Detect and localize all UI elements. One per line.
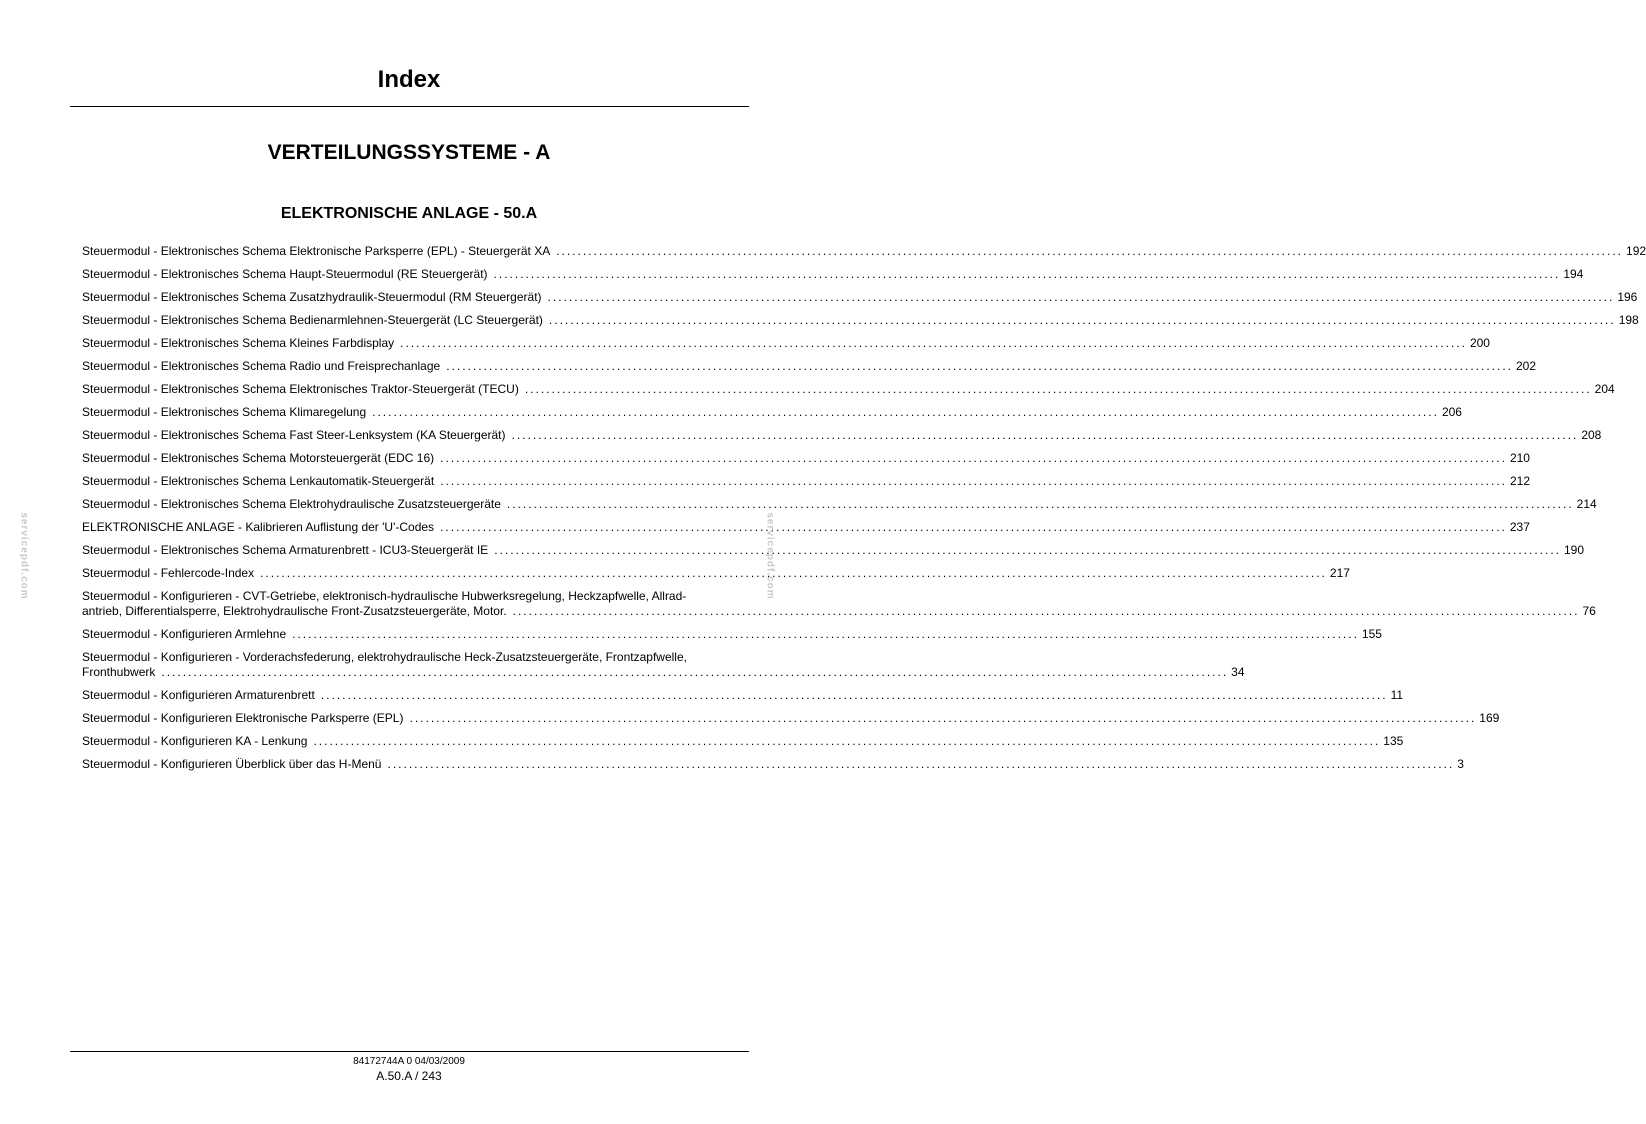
toc-entry-row (82, 566, 1350, 581)
toc-page-number: 212 (1509, 474, 1531, 488)
toc-entry[interactable] (82, 382, 1615, 397)
toc-page-number: 76 (1582, 604, 1596, 618)
toc-entry[interactable] (82, 734, 1404, 749)
toc-leader-dots: ........................................................................................................................................................................................................ (387, 757, 1455, 771)
toc-page-number: 200 (1469, 336, 1490, 350)
toc-page-number: 155 (1361, 627, 1382, 641)
toc-page-number: 3 (1457, 757, 1464, 771)
toc-entry-row (82, 665, 1245, 680)
toc-page-number: 214 (1576, 497, 1597, 511)
toc-entry-row (82, 244, 1646, 259)
toc-entry-row (82, 359, 1537, 374)
toc-entry-text: Steuermodul - Elektronisches Schema Elektronische Parksperre (EPL) - Steuergerät XA (82, 244, 551, 258)
toc-page-number: 210 (1509, 451, 1530, 465)
toc-entry-text: Steuermodul - Elektronisches Schema Fast Steer-Lenksystem (KA Steuergerät) (82, 428, 506, 442)
toc-entry-text-line1: Steuermodul - Konfigurieren - Vorderachsfederung, elektrohydraulische Heck-Zusatzsteuergeräte, Frontzapfwelle, (82, 650, 687, 664)
toc-page-number: 204 (1594, 382, 1615, 396)
toc-entry[interactable] (82, 451, 1530, 466)
toc-entry-row (82, 734, 1404, 749)
toc-entry[interactable] (82, 405, 1462, 420)
toc-leader-dots: ........................................................................................................................................................................................................ (494, 543, 1561, 557)
page-title: Index (377, 66, 441, 93)
toc-leader-dots: ........................................................................................................................................................................................................ (292, 627, 1359, 641)
toc-leader-dots: ........................................................................................................................................................................................................ (372, 405, 1439, 419)
toc-entry-text: Steuermodul - Elektronisches Schema Kleines Farbdisplay (82, 336, 395, 350)
toc-entry-text: Steuermodul - Elektronisches Schema Elektronisches Traktor-Steuergerät (TECU) (82, 382, 519, 396)
toc-entry[interactable] (82, 474, 1531, 489)
toc-page-number: 192 (1626, 244, 1646, 258)
toc-page-number: 206 (1441, 405, 1462, 419)
toc-entry[interactable] (82, 313, 1639, 328)
toc-entry[interactable] (82, 497, 1597, 512)
title-divider (70, 106, 749, 107)
toc-leader-dots: ........................................................................................................................................................................................................ (320, 688, 1388, 702)
toc-entry-row (82, 711, 1500, 726)
toc-leader-dots: ........................................................................................................................................................................................................ (440, 451, 1507, 465)
toc-entry-row (82, 497, 1597, 512)
watermark-right: servicepdf.com (764, 512, 776, 600)
toc-entry-text: Steuermodul - Konfigurieren Elektronische Parksperre (EPL) (82, 711, 404, 725)
toc-entry[interactable] (82, 566, 1350, 581)
toc-page-number: 135 (1383, 734, 1404, 748)
toc-entry-row (82, 336, 1490, 351)
toc-entry-text: Steuermodul - Fehlercode-Index (82, 566, 255, 580)
toc-entry-row (82, 543, 1585, 558)
toc-entry-row (82, 428, 1602, 443)
toc-leader-dots: ........................................................................................................................................................................................................ (400, 336, 1467, 350)
toc-entry-text: Steuermodul - Konfigurieren KA - Lenkung (82, 734, 308, 748)
toc-entry[interactable] (82, 589, 1596, 619)
toc-entry-row (82, 451, 1530, 466)
toc-entry[interactable] (82, 688, 1404, 703)
toc-leader-dots: ........................................................................................................................................................................................................ (440, 474, 1507, 488)
toc-page-number: 202 (1516, 359, 1537, 373)
toc-leader-dots: ........................................................................................................................................................................................................ (440, 520, 1507, 534)
subsection-title: ELEKTRONISCHE ANLAGE - 50.A (280, 205, 538, 222)
toc-leader-dots: ........................................................................................................................................................................................................ (260, 566, 1327, 580)
toc-page-number: 169 (1479, 711, 1500, 725)
toc-entry-row (82, 520, 1530, 535)
toc-entry-text: Steuermodul - Elektronisches Schema Haupt-Steuermodul (RE Steuergerät) (82, 267, 488, 281)
toc-entry[interactable] (82, 520, 1530, 535)
toc-entry[interactable] (82, 290, 1638, 305)
section-title: VERTEILUNGSSYSTEME - A (267, 141, 551, 164)
toc-entry-row (82, 313, 1639, 328)
toc-leader-dots: ........................................................................................................................................................................................................ (409, 711, 1477, 725)
footer-page-reference: A.50.A / 243 (376, 1069, 442, 1083)
toc-entry-row (82, 474, 1531, 489)
toc-entry-text: Steuermodul - Elektronisches Schema Bedienarmlehnen-Steuergerät (LC Steuergerät) (82, 313, 543, 327)
toc-leader-dots: ........................................................................................................................................................................................................ (548, 313, 1616, 327)
toc-entry-row (82, 757, 1464, 772)
toc-entry[interactable] (82, 359, 1537, 374)
toc-leader-dots: ........................................................................................................................................................................................................ (313, 734, 1381, 748)
toc-entry-row (82, 688, 1404, 703)
toc-entry-text: Steuermodul - Elektronisches Schema Klimaregelung (82, 405, 367, 419)
toc-leader-dots: ........................................................................................................................................................................................................ (493, 267, 1561, 281)
toc-entry-text-line1: Steuermodul - Konfigurieren - CVT-Getriebe, elektronisch-hydraulische Hubwerksregelung, Heckzapfwelle, Allrad- (82, 589, 687, 603)
toc-entry[interactable] (82, 757, 1464, 772)
toc-entry[interactable] (82, 428, 1602, 443)
toc-leader-dots: ........................................................................................................................................................................................................ (556, 244, 1624, 258)
toc-entry-text: ELEKTRONISCHE ANLAGE - Kalibrieren Auflistung der 'U'-Codes (82, 520, 435, 534)
toc-entry[interactable] (82, 267, 1584, 282)
toc-entry-row (82, 290, 1638, 305)
toc-entry[interactable] (82, 650, 1245, 680)
toc-page-number: 237 (1509, 520, 1530, 534)
toc-leader-dots: ........................................................................................................................................................................................................ (524, 382, 1592, 396)
toc-entry[interactable] (82, 543, 1585, 558)
toc-leader-dots: ........................................................................................................................................................................................................ (161, 665, 1229, 679)
toc-entry-row (82, 405, 1462, 420)
toc-entry[interactable] (82, 336, 1490, 351)
toc-page-number: 34 (1231, 665, 1245, 679)
toc-page-number: 208 (1581, 428, 1602, 442)
watermark-left: servicepdf.com (18, 512, 30, 600)
toc-entry[interactable] (82, 627, 1382, 642)
toc-entry-row (82, 604, 1596, 619)
toc-entry-row (82, 627, 1382, 642)
toc-entry-text: Steuermodul - Elektronisches Schema Motorsteuergerät (EDC 16) (82, 451, 435, 465)
footer-doc-code: 84172744A 0 04/03/2009 (353, 1056, 465, 1067)
toc-page-number: 194 (1563, 267, 1584, 281)
footer-divider (70, 1051, 749, 1052)
toc-leader-dots: ........................................................................................................................................................................................................ (446, 359, 1513, 373)
toc-page-number: 217 (1329, 566, 1350, 580)
toc-leader-dots: ........................................................................................................................................................................................................ (547, 290, 1615, 304)
toc-entry-text: Steuermodul - Elektronisches Schema Armaturenbrett - ICU3-Steuergerät IE (82, 543, 489, 557)
toc-entry-text: antrieb, Differentialsperre, Elektrohydraulische Front-Zusatzsteuergeräte, Motor. (82, 604, 507, 618)
toc-leader-dots: ........................................................................................................................................................................................................ (511, 428, 1579, 442)
toc-entry-text: Steuermodul - Elektronisches Schema Zusatzhydraulik-Steuermodul (RM Steuergerät) (82, 290, 542, 304)
toc-entry[interactable] (82, 711, 1500, 726)
toc-entry-text: Steuermodul - Konfigurieren Überblick über das H-Menü (82, 757, 382, 771)
toc-page-number: 190 (1563, 543, 1585, 557)
toc-entry-row (82, 267, 1584, 282)
toc-entry-text: Steuermodul - Elektronisches Schema Radio und Freisprechanlage (82, 359, 441, 373)
toc-leader-dots: ........................................................................................................................................................................................................ (506, 497, 1574, 511)
toc-page-number: 11 (1390, 688, 1404, 702)
toc-entry-text: Fronthubwerk (82, 665, 156, 679)
toc-entry-text: Steuermodul - Elektronisches Schema Lenkautomatik-Steuergerät (82, 474, 435, 488)
toc-entry-text: Steuermodul - Konfigurieren Armlehne (82, 627, 287, 641)
toc-leader-dots: ........................................................................................................................................................................................................ (512, 604, 1580, 618)
toc-entry[interactable] (82, 244, 1646, 259)
toc-entry-text: Steuermodul - Elektronisches Schema Elektrohydraulische Zusatzsteuergeräte (82, 497, 501, 511)
toc-page-number: 196 (1617, 290, 1638, 304)
toc-entry-row (82, 382, 1615, 397)
toc-page-number: 198 (1618, 313, 1639, 327)
toc-entry-text: Steuermodul - Konfigurieren Armaturenbrett (82, 688, 315, 702)
